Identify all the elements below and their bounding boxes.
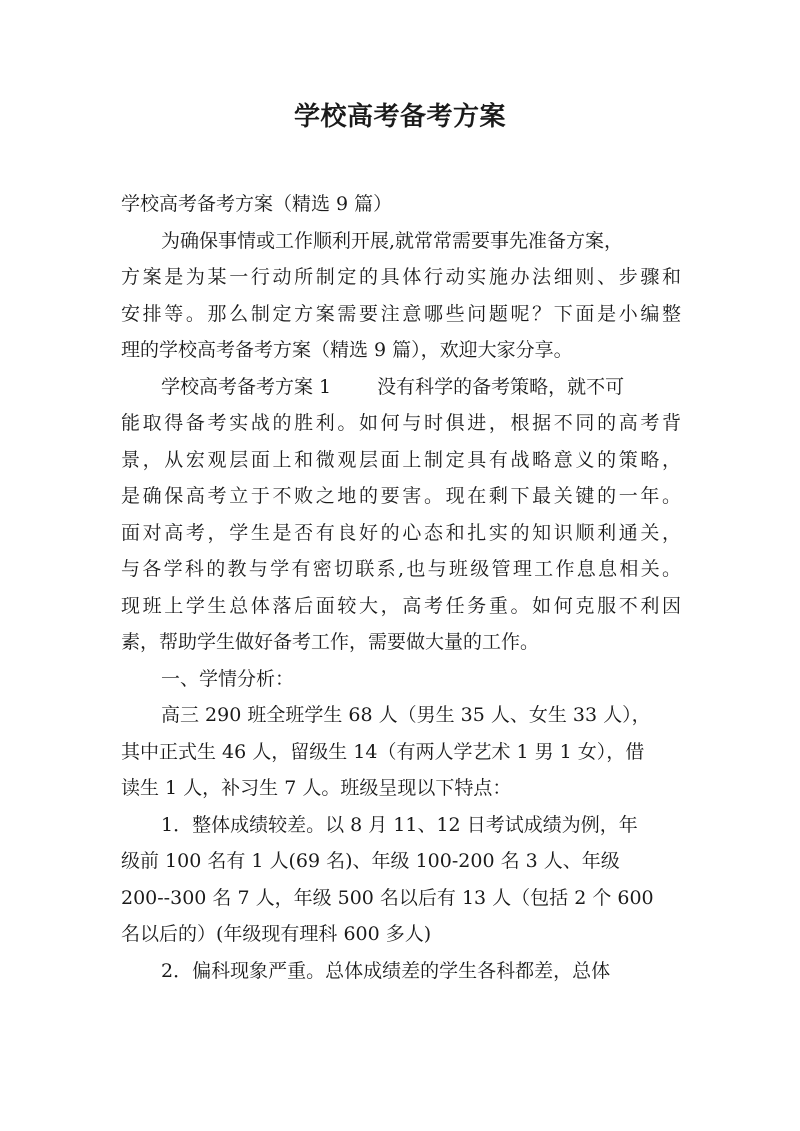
- paragraph-line: 读生 1 人，补习生 7 人。班级呈现以下特点：: [121, 777, 512, 799]
- section-heading: 学校高考备考方案 1: [161, 375, 332, 398]
- paragraph-line: 安排等。那么制定方案需要注意哪些问题呢？下面是小编整: [121, 302, 681, 325]
- subtitle-line: 学校高考备考方案（精选 9 篇）: [121, 193, 393, 215]
- paragraph-line: 200--300 名 7 人，年级 500 名以后有 13 人（包括 2 个 600: [121, 886, 654, 909]
- document-body: [121, 186, 681, 989]
- paragraph-line: 能取得备考实战的胜利。如何与时俱进，根据不同的高考背: [121, 412, 681, 434]
- page-title: 学校高考备考方案: [293, 102, 506, 132]
- section-heading-line: [121, 369, 681, 406]
- paragraph-line: 现班上学生总体落后面较大，高考任务重。如何克服不利因: [121, 594, 681, 617]
- paragraph-line: 素，帮助学生做好备考工作，需要做大量的工作。: [121, 631, 540, 653]
- paragraph-line: 面对高考，学生是否有良好的心态和扎实的知识顺利通关，: [121, 521, 681, 544]
- paragraph-text: 没有科学的备考策略，就不可: [377, 375, 625, 398]
- paragraph-line: 2．偏科现象严重。总体成绩差的学生各科都差，总体: [161, 959, 611, 982]
- paragraph-line: 方案是为某一行动所制定的具体行动实施办法细则、步骤和: [121, 266, 681, 288]
- paragraph-line: 1．整体成绩较差。以 8 月 11、12 日考试成绩为例，年: [161, 813, 638, 836]
- section-heading: 一、学情分析：: [161, 667, 295, 690]
- paragraph-line: 理的学校高考备考方案（精选 9 篇），欢迎大家分享。: [121, 339, 573, 361]
- paragraph-line: 其中正式生 46 人，留级生 14（有两人学艺术 1 男 1 女），借: [121, 740, 645, 763]
- paragraph-line: 景，从宏观层面上和微观层面上制定具有战略意义的策略，: [121, 448, 681, 471]
- paragraph-line: 名以后的）(年级现有理科 600 多人): [121, 923, 432, 945]
- paragraph-line: 是确保高考立于不败之地的要害。现在剩下最关键的一年。: [121, 485, 681, 507]
- paragraph-line: 与各学科的教与学有密切联系,也与班级管理工作息息相关。: [121, 558, 681, 580]
- paragraph-line: 为确保事情或工作顺利开展,就常常需要事先准备方案，: [161, 229, 624, 252]
- paragraph-line: 高三 290 班全班学生 68 人（男生 35 人、女生 33 人），: [161, 704, 651, 726]
- paragraph-line: 级前 100 名有 1 人(69 名)、年级 100-200 名 3 人、年级: [121, 850, 620, 872]
